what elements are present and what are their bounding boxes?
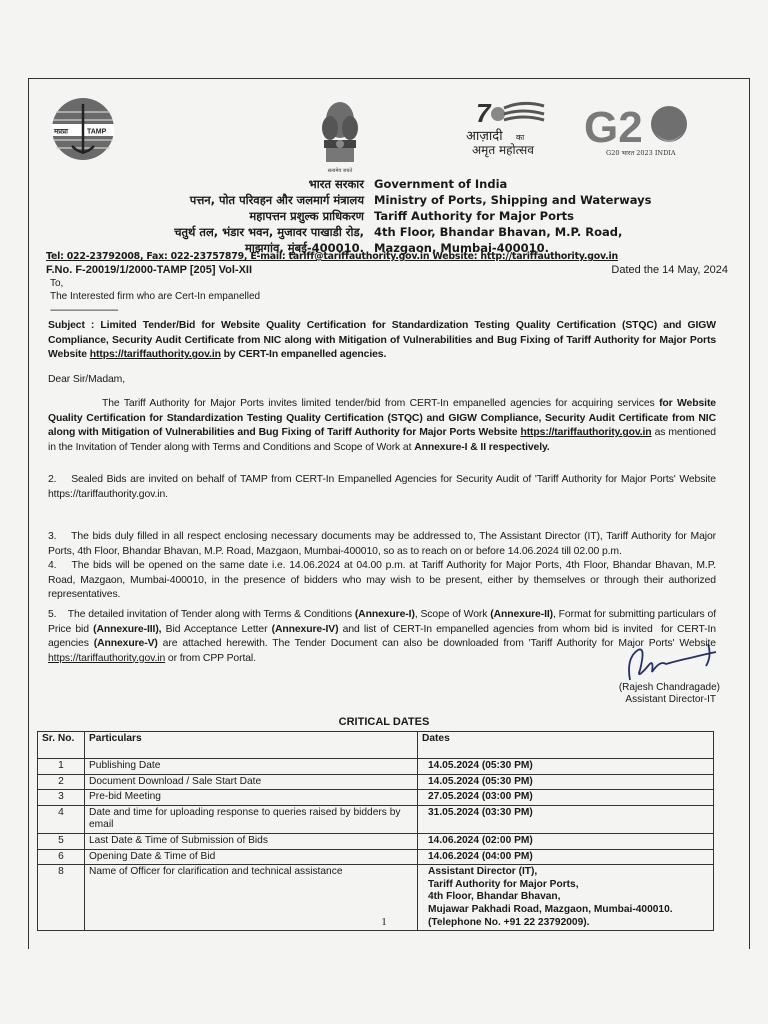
file-number: F.No. F-20019/1/2000-TAMP [205] Vol-XII [46, 264, 253, 276]
table-row [38, 774, 714, 790]
date: 14.06.2024 (02:00 PM) [418, 833, 714, 849]
signatory-name: (Rajesh Chandragade) [618, 682, 720, 693]
critical-dates-title: CRITICAL DATES [338, 716, 430, 728]
text-segment: Annexure-I & II respectively. [414, 441, 550, 453]
text-segment: Bid Acceptance Letter [161, 623, 272, 635]
table-row [38, 790, 714, 806]
sr-no: 1 [38, 759, 85, 775]
text-segment: 3. The bids duly filled in all respect enclosing necessary documents may be addressed to, The Assistant Director (IT), Tariff Authority for Major Ports, 4th Floor, Bhandar Bhavan, M.P. Road, Mazgaon, Mumbai-400010, so as to reach on or before 14.06.2024 till 02.00 p.m. [48, 531, 719, 557]
address-line: Mujawar Pakhadi Road, Mazgaon, Mumbai-400010. [428, 903, 673, 915]
hindi-line: चतुर्थ तल, भंडार भवन, मुजावर पाखाडी रोड, [174, 225, 364, 239]
azadi-ka-amrit-mahotsav-logo [458, 96, 568, 158]
table-header-row [38, 732, 714, 759]
text-segment: or from CPP Portal. [165, 652, 256, 664]
svg-text:मप्रप्रा: मप्रप्रा [54, 127, 68, 136]
subject [48, 319, 716, 363]
sr-no: 3 [38, 790, 85, 806]
svg-text:7: 7 [476, 98, 491, 128]
address-line: Tariff Authority for Major Ports, [428, 878, 579, 890]
english-line: Ministry of Ports, Shipping and Waterways [374, 193, 652, 207]
text-segment: 4. The bids will be opened on the same date i.e. 14.06.2024 at 04.00 p.m. at Tariff Authority for Major Ports, 4th Floor, Bhandar Bhavan, M.P. Road, Mazgaon, Mumbai-400010, in the presence of bidders who may wish to be present, either by themselves or through their authorized representatives. [48, 560, 719, 601]
text-segment: are attached herewith. The Tender Document can also be downloaded from 'Tariff Authority for Major Ports' Website [157, 638, 719, 650]
paragraph-2 [48, 473, 719, 502]
sr-no: 6 [38, 849, 85, 865]
text-segment: The Tariff Authority for Major Ports invites limited tender/bid from CERT-In empanelled agencies for acquiring services [102, 398, 660, 409]
text-segment: and list of CERT-In empanelled agencies from whom bid is invited for CERT-In agencies [48, 623, 719, 650]
hindi-line: माझगांव, मुंबई-400010. [244, 241, 364, 255]
separator: ----------------------------- [50, 305, 118, 316]
text-segment: (Annexure-I) [354, 609, 415, 620]
text-segment: (Annexure-V) [93, 638, 158, 650]
text-segment: as mentioned in the Invitation of Tender along with Terms and Conditions and Scope of Work at [48, 427, 716, 453]
date: 31.05.2024 (03:30 PM) [418, 805, 714, 833]
hindi-line: पत्तन, पोत परिवहन और जलमार्ग मंत्रालय [189, 193, 364, 207]
national-emblem [316, 98, 364, 176]
address-line: Assistant Director (IT), [428, 866, 538, 878]
particular: Opening Date & Time of Bid [85, 849, 418, 865]
text-segment: (Annexure-IV) [271, 623, 339, 635]
table-row [38, 833, 714, 849]
sr-no: 4 [38, 805, 85, 833]
english-line: Tariff Authority for Major Ports [374, 209, 574, 223]
date: 14.05.2024 (05:30 PM) [418, 759, 714, 775]
sr-no: 8 [38, 865, 85, 931]
g20-logo [584, 98, 714, 160]
to-label: To, [50, 278, 64, 289]
header-dates: Dates [418, 732, 714, 759]
english-line: Government of India [374, 177, 508, 191]
particular: Document Download / Sale Start Date [85, 774, 418, 790]
signature [620, 640, 720, 686]
addressee: The Interested firm who are Cert-In empanelled [50, 291, 261, 302]
text-segment: for Website Quality Certification for Standardization Testing Quality Certification (STQC) and GIGW Compliance, Security Audit Certificate from NIC along with Mitigation of Vulnerabilities and Bug Fixing of Tariff Authority for Major Ports Website [48, 398, 716, 439]
table-row [38, 805, 714, 833]
website-link[interactable]: https://tariffauthority.gov.in [48, 652, 166, 664]
paragraph-4 [48, 559, 719, 603]
particular: Name of Officer for clarification and technical assistance [85, 865, 418, 931]
table-row [38, 849, 714, 865]
website-link[interactable]: https://tariffauthority.gov.in [520, 427, 652, 439]
svg-text:सत्यमेव जयते: सत्यमेव जयते [327, 168, 353, 174]
svg-text:G2: G2 [584, 103, 643, 148]
hindi-line: महापत्तन प्रशुल्क प्राधिकरण [249, 209, 364, 223]
signatory-title: Assistant Director-IT [625, 694, 716, 705]
sr-no: 5 [38, 833, 85, 849]
address-line: (Telephone No. +91 22 23792009). [428, 916, 590, 928]
svg-text:TAMP: TAMP [87, 128, 107, 136]
contact-line[interactable]: Tel: 022-23792008, Fax: 022-23757879, E-mail: tariff@tariffauthority.gov.in Website: http://tariffauthority.gov.in [46, 251, 619, 262]
particular: Last Date & Time of Submission of Bids [85, 833, 418, 849]
text-segment: 2. Sealed Bids are invited on behalf of TAMP from CERT-In Empanelled Agencies for Security Audit of 'Tariff Authority for Major Ports' Website https://tariffauthority.gov.in. [48, 474, 719, 500]
date: 14.05.2024 (05:30 PM) [418, 774, 714, 790]
date: 27.05.2024 (03:00 PM) [418, 790, 714, 806]
header-particulars: Particulars [85, 732, 418, 759]
text-segment: , Scope of Work [414, 609, 491, 620]
text-segment: by CERT-In empanelled agencies. [220, 349, 387, 361]
tamp-logo [50, 96, 116, 162]
sr-no: 2 [38, 774, 85, 790]
g20-logo-text: G20 भारत 2023 INDIA [606, 149, 676, 157]
date: 14.06.2024 (04:00 PM) [418, 849, 714, 865]
page-number: 1 [381, 916, 387, 928]
paragraph-3 [48, 530, 719, 559]
text-segment: 5. The detailed invitation of Tender along with Terms & Conditions [48, 609, 355, 620]
hindi-line: भारत सरकार [308, 177, 364, 191]
text-segment: (Annexure-III), [93, 623, 162, 635]
svg-text:का: का [516, 133, 525, 142]
particular: Pre-bid Meeting [85, 790, 418, 806]
paragraph-5 [48, 608, 719, 666]
header-sr-no: Sr. No. [38, 732, 85, 759]
english-line: 4th Floor, Bhandar Bhavan, M.P. Road, [374, 225, 623, 239]
text-segment: , Format for submitting particulars of Price bid [48, 609, 719, 635]
svg-text:अमृत महोत्सव: अमृत महोत्सव [472, 143, 534, 157]
critical-dates-table [37, 731, 714, 931]
text-segment: (Annexure-II) [490, 609, 553, 620]
table-row [38, 759, 714, 775]
english-line: Mazgaon, Mumbai-400010. [374, 241, 550, 255]
svg-text:आज़ादी: आज़ादी [466, 129, 503, 144]
letter-date: Dated the 14 May, 2024 [611, 264, 728, 276]
particular: Publishing Date [85, 759, 418, 775]
salutation: Dear Sir/Madam, [48, 374, 126, 385]
text-segment: Subject : Limited Tender/Bid for Website Quality Certification for Standardization Testing Quality Certification (STQC) and GIGW Compliance, Security Audit Certificate from NIC along with Mitigation of Vulnerabilities and Bug Fixing of Tariff Authority for Major Ports Website [48, 320, 716, 361]
address-line: 4th Floor, Bhandar Bhavan, [428, 891, 561, 903]
paragraph-1 [48, 397, 716, 455]
particular: Date and time for uploading response to queries raised by bidders by email [85, 805, 418, 833]
website-link[interactable]: https://tariffauthority.gov.in [89, 349, 221, 361]
